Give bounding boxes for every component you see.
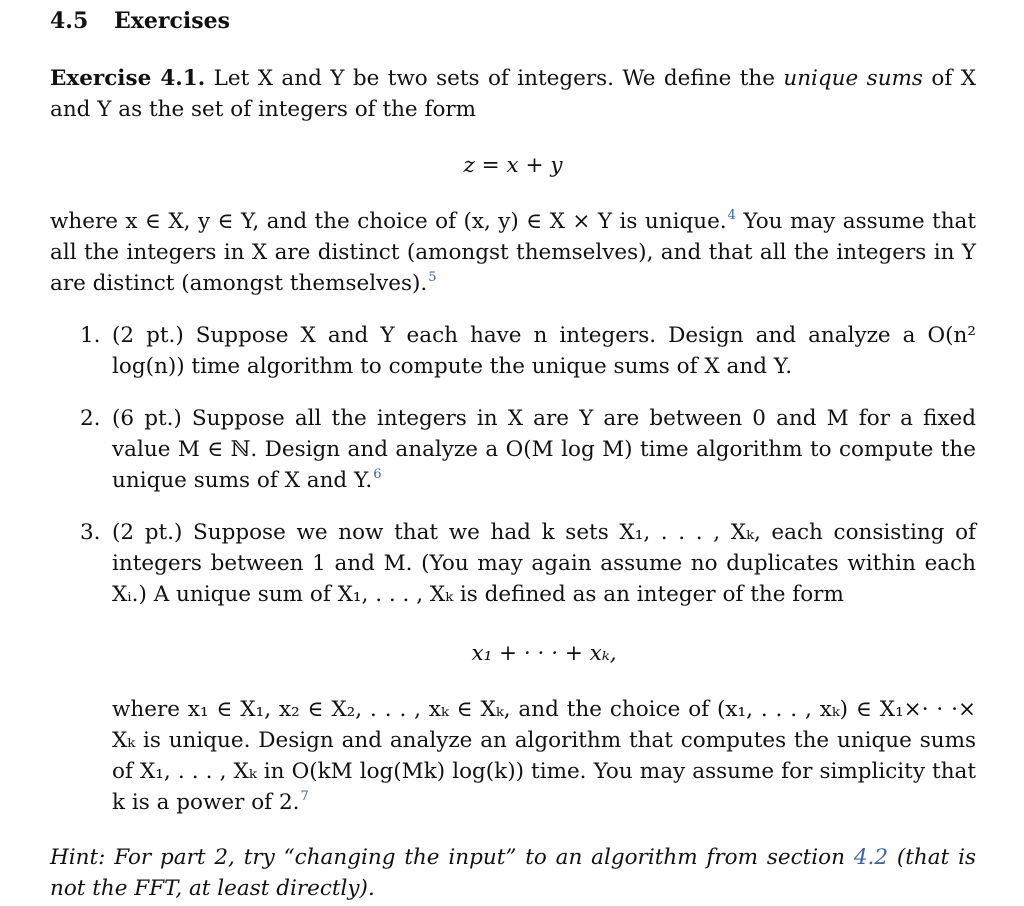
part-text: (2 pt.) Suppose X and Y each have n integers. Design and analyze a O(n² log(n)) time algorithm to compute the unique sums of X and Y. <box>112 323 976 379</box>
part-label: 2. <box>80 406 101 431</box>
exercise-intro <box>50 63 976 125</box>
hint <box>50 842 976 904</box>
hint-text-b: (that is not the FFT, at least directly). <box>50 845 976 901</box>
footnote-marker[interactable]: 4 <box>727 208 736 223</box>
part-text-b: where x₁ ∈ X₁, x₂ ∈ X₂, . . . , xₖ ∈ Xₖ, and the choice of (x₁, . . . , xₖ) ∈ X₁×· · ·× Xₖ is unique. Design and analyze an algorithm that computes the unique sums of X₁, . . . , Xₖ in O(kM log(Mk) log(k)) time. You may assume for simplicity that k is a power of 2. <box>112 697 976 815</box>
part-label: 1. <box>80 323 101 348</box>
section-title: Exercises <box>114 8 230 34</box>
intro-term: unique sums <box>783 66 923 91</box>
part-text: (6 pt.) Suppose all the integers in X are Y are between 0 and M for a fixed value M ∈ ℕ. Design and analyze a O(M log M) time algorithm to compute the unique sums of X and Y. <box>112 406 976 493</box>
exercise-label: Exercise 4.1. <box>50 66 206 91</box>
part-text-a: (2 pt.) Suppose we now that we had k sets X₁, . . . , Xₖ, each consisting of integers between 1 and M. (You may again assume no duplicates within each Xᵢ.) A unique sum of X₁, . . . , Xₖ is defined as an integer of the form <box>112 520 976 607</box>
part-label: 3. <box>80 520 101 545</box>
section-heading <box>50 6 976 36</box>
part-text-b-wrap <box>112 694 976 818</box>
conditions-text-a: where x ∈ X, y ∈ Y, and the choice of (x, y) ∈ X × Y is unique. <box>50 209 727 234</box>
hint-text-a: Hint: For part 2, try “changing the input” to an algorithm from section <box>50 845 845 870</box>
footnote-marker[interactable]: 6 <box>373 467 382 482</box>
part-item <box>50 517 976 818</box>
part-item <box>50 320 976 382</box>
equation-k-sum: x₁ + · · · + xₖ, <box>471 641 617 666</box>
intro-text-b: of X and Y as the set of integers of the form <box>50 66 977 122</box>
part-item <box>50 403 976 496</box>
equation-unique-sum: z = x + y <box>463 153 563 178</box>
conditions-text-b: You may assume that all the integers in X are distinct (amongst themselves), and that all the integers in Y are distinct (amongst themselves). <box>50 209 976 296</box>
footnote-marker[interactable]: 7 <box>300 789 309 804</box>
exercise-conditions <box>50 206 976 299</box>
section-reference-link[interactable]: 4.2 <box>853 845 889 870</box>
part-text-wrap <box>112 403 976 496</box>
intro-text-a: Let X and Y be two sets of integers. We define the <box>213 66 775 91</box>
footnote-marker[interactable]: 5 <box>428 270 437 285</box>
parts-list <box>50 320 976 818</box>
section-number: 4.5 <box>50 8 89 34</box>
